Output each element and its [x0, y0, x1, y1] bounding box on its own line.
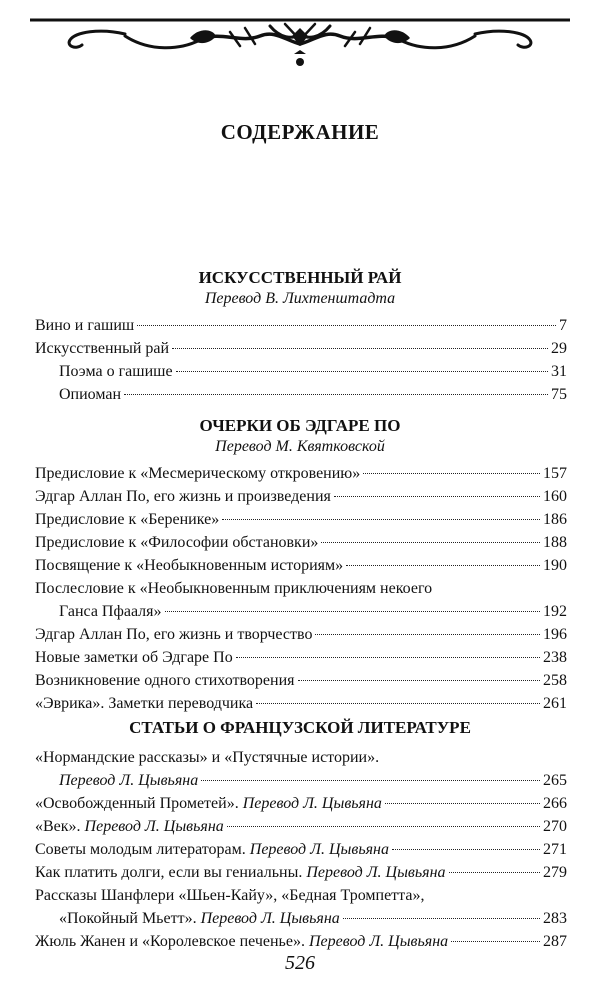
- toc-entry[interactable]: Эдгар Аллан По, его жизнь и творчество 196: [35, 623, 567, 646]
- page-ref: 196: [543, 626, 567, 643]
- toc-list: [35, 314, 567, 406]
- toc-entry[interactable]: Жюль Жанен и «Королевское печенье». Перевод Л. Цывьяна 287: [35, 930, 567, 953]
- section-title: ИСКУССТВЕННЫЙ РАЙ: [198, 268, 402, 287]
- toc-entry[interactable]: Опиоман 75: [35, 383, 567, 406]
- entry-translator: Перевод Л. Цывьяна: [84, 818, 224, 835]
- page-ref: 188: [543, 534, 567, 551]
- entry-translator: Перевод Л. Цывьяна: [59, 772, 199, 789]
- toc-entry[interactable]: «Эврика». Заметки переводчика 261: [35, 692, 567, 715]
- toc-entry[interactable]: «Нормандские рассказы» и «Пустячные истории». Перевод Л. Цывьяна 265: [35, 746, 567, 792]
- entry-translator: Перевод Л. Цывьяна: [306, 864, 446, 881]
- page-ref: 261: [543, 695, 567, 712]
- page-ref: 271: [543, 841, 567, 858]
- toc-entry[interactable]: «Освобожденный Прометей». Перевод Л. Цывьяна 266: [35, 792, 567, 815]
- page-ref: 7: [559, 317, 567, 334]
- section-translator: Перевод В. Лихтенштадта: [204, 290, 396, 307]
- page-ref: 190: [543, 557, 567, 574]
- page-ref: 279: [543, 864, 567, 881]
- entry-translator: Перевод Л. Цывьяна: [308, 933, 449, 950]
- page-ref: 265: [543, 772, 567, 789]
- page-title: СОДЕРЖАНИЕ: [220, 120, 380, 144]
- page-ref: 186: [543, 511, 567, 528]
- toc-entry[interactable]: Искусственный рай 29: [35, 337, 567, 360]
- toc-entry[interactable]: Новые заметки об Эдгаре По 238: [35, 646, 567, 669]
- page-ref: 29: [551, 340, 567, 357]
- toc-entry[interactable]: Предисловие к «Философии обстановки» 188: [35, 531, 567, 554]
- toc-entry[interactable]: Предисловие к «Беренике» 186: [35, 508, 567, 531]
- toc-entry[interactable]: Рассказы Шанфлери «Шьен-Кайу», «Бедная Тромпетта», «Покойный Мьетт». Перевод Л. Цывьяна 283: [35, 884, 567, 930]
- page-ref: 287: [543, 933, 567, 950]
- toc-entry[interactable]: Возникновение одного стихотворения 258: [35, 669, 567, 692]
- entry-translator: Перевод Л. Цывьяна: [242, 795, 382, 812]
- page-ref: 75: [551, 386, 567, 403]
- toc-entry[interactable]: Как платить долги, если вы гениальны. Перевод Л. Цывьяна 279: [35, 861, 567, 884]
- floral-headpiece-ornament-icon: [30, 14, 570, 74]
- toc-entry[interactable]: Советы молодым литераторам. Перевод Л. Цывьяна 271: [35, 838, 567, 861]
- page-ref: 266: [543, 795, 567, 812]
- page-ref: 283: [543, 910, 567, 927]
- section-title: СТАТЬИ О ФРАНЦУЗСКОЙ ЛИТЕРАТУРЕ: [129, 718, 471, 737]
- toc-entry[interactable]: Эдгар Аллан По, его жизнь и произведения 160: [35, 485, 567, 508]
- page-number: 526: [285, 952, 315, 974]
- page-ref: 192: [543, 603, 567, 620]
- page-ref: 160: [543, 488, 567, 505]
- page-ref: 31: [551, 363, 567, 380]
- page-ref: 270: [543, 818, 567, 835]
- toc-entry[interactable]: «Век». Перевод Л. Цывьяна 270: [35, 815, 567, 838]
- page-ref: 157: [543, 465, 567, 482]
- entry-translator: Перевод Л. Цывьяна: [200, 910, 340, 927]
- section-title: ОЧЕРКИ ОБ ЭДГАРЕ ПО: [199, 416, 401, 435]
- toc-entry[interactable]: Поэма о гашише 31: [35, 360, 567, 383]
- entry-translator: Перевод Л. Цывьяна: [249, 841, 389, 858]
- toc-list: [35, 462, 567, 715]
- toc-entry[interactable]: Вино и гашиш 7: [35, 314, 567, 337]
- page-ref: 238: [543, 649, 567, 666]
- toc-entry[interactable]: Послесловие к «Необыкновенным приключениям некоего Ганса Пфааля» 192: [35, 577, 567, 623]
- page-ref: 258: [543, 672, 567, 689]
- toc-list: [35, 746, 567, 953]
- section-translator: Перевод М. Квятковской: [215, 438, 385, 455]
- toc-entry[interactable]: Посвящение к «Необыкновенным историям» 190: [35, 554, 567, 577]
- toc-entry[interactable]: Предисловие к «Месмерическому откровению» 157: [35, 462, 567, 485]
